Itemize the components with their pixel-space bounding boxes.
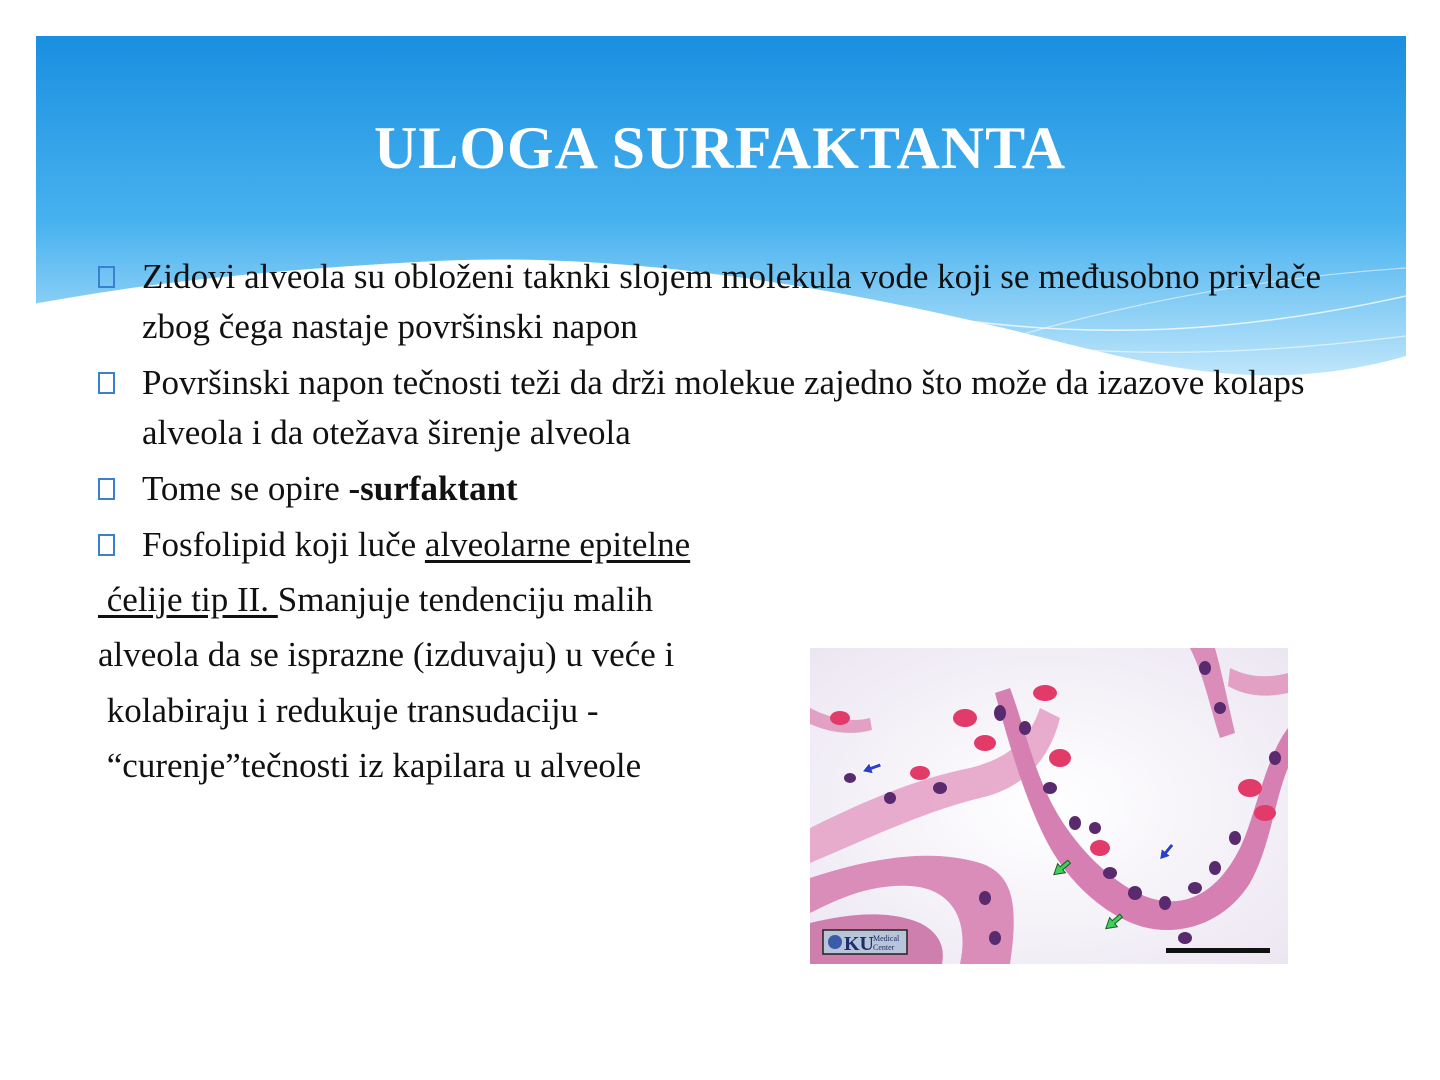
continuation-line: alveola da se isprazne (izduvaju) u veće i xyxy=(98,635,675,674)
bullet-bold-term: -surfaktant xyxy=(348,469,518,508)
ku-medical-center-logo xyxy=(823,930,907,955)
bullet-item xyxy=(96,252,1396,352)
bullet-item xyxy=(96,464,1396,514)
bullet-text: Površinski napon tečnosti teži da drži molekue zajedno što može da izazove kolaps alveola i da otežava širenje alveola xyxy=(142,363,1305,452)
bullet-item xyxy=(96,520,1396,570)
square-bullet-icon xyxy=(98,372,115,394)
bullet-text: Fosfolipid koji luče xyxy=(142,525,425,564)
logo-text: KU xyxy=(844,933,874,955)
bullet-text: Zidovi alveola su obloženi taknki slojem molekula vode koji se međusobno privlače zbog čega nastaje površinski napon xyxy=(142,257,1322,346)
bullet-text: Tome se opire xyxy=(142,469,349,508)
continuation-text: Smanjuje tendenciju malih xyxy=(277,580,653,619)
logo-subtext: Medical xyxy=(873,934,900,943)
square-bullet-icon xyxy=(98,534,115,556)
continuation-line: kolabiraju i redukuje transudaciju - xyxy=(98,691,599,730)
square-bullet-icon xyxy=(98,266,115,288)
square-bullet-icon xyxy=(98,478,115,500)
logo-subtext: Center xyxy=(873,943,895,952)
continuation-underlined: ćelije tip II. xyxy=(98,580,278,619)
bullet-list xyxy=(96,252,1396,576)
lung-tissue-micrograph xyxy=(810,648,1288,964)
scale-bar xyxy=(1166,948,1270,953)
continuation-line xyxy=(98,575,653,625)
bullet-item xyxy=(96,358,1396,458)
slide-title: ULOGA SURFAKTANTA xyxy=(373,115,1067,181)
continuation-line: “curenje”tečnosti iz kapilara u alveole xyxy=(98,746,642,785)
bullet-underlined-term: alveolarne epitelne xyxy=(424,525,691,564)
